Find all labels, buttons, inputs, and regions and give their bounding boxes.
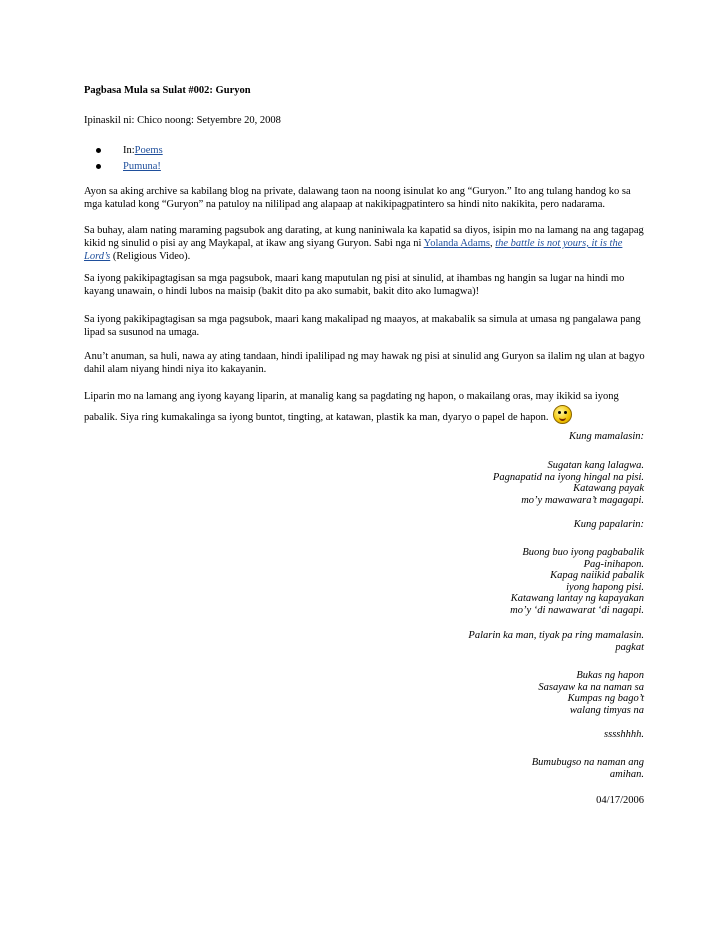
paragraph-2-text: Sa buhay, alam nating maraming pagsubok ang darating, at kung naniniwala ka kapatid sa diyos, isipin mo na lamang na ang tagapag kikid ng sinulid o pisi ay ang Maykapal, at ikaw ang siyang Guryon. Sabi nga ni bbox=[84, 225, 644, 249]
poem-line: sssshhhh. bbox=[604, 729, 644, 740]
comment-item bbox=[84, 158, 163, 174]
poem-stanza-8 bbox=[532, 757, 644, 780]
poem-line: Pagnapatid na iyong hingal na pisi. bbox=[492, 471, 644, 483]
poem-line: mo’y ‘di nawawarat ‘di nagapi. bbox=[510, 604, 644, 616]
poem-line: Katawang lantay ng kapayakan bbox=[510, 593, 644, 604]
paragraph-5: Anu’t anuman, sa huli, nawa ay ating tandaan, hindi ipalilipad ng may hawak ng pisi at sinulid ang Guryon sa ilalim ng ulan at bagyo dahil alam niyang hindi niya ito kakayanin. bbox=[84, 351, 645, 375]
poem-line: Bumubugso na naman ang bbox=[531, 757, 644, 768]
poem-stanza-1 bbox=[569, 431, 644, 443]
paragraph-1: Ayon sa aking archive sa kabilang blog na private, dalawang taon na noong isinulat ko ang “Guryon.” Ito ang tulang handog ko sa mga katulad kong “Guryon” na patuloy na nililipad ang alapaap at nakikipagpatintero sa hindi nito nakikita, pero nadarama. bbox=[84, 186, 631, 210]
quote-link[interactable]: the battle is not yours, it is the Lord’s bbox=[84, 238, 623, 262]
poem-stanza-4 bbox=[510, 547, 644, 616]
post-title: Pagbasa Mula sa Sulat #002: Guryon bbox=[84, 85, 251, 96]
poem-stanza-5 bbox=[468, 630, 644, 653]
poem-line: walang timyas na bbox=[569, 704, 644, 716]
poem-line: Pag-inihapon. bbox=[583, 558, 644, 570]
post-meta: Ipinaskil ni: Chico noong: Setyembre 20, 2008 bbox=[84, 115, 281, 126]
comment-link[interactable]: Pumuna! bbox=[123, 160, 161, 172]
category-label: In: bbox=[123, 144, 135, 156]
poem-line: Sugatan kang lalagwa. bbox=[547, 460, 644, 471]
bullet-icon bbox=[96, 148, 101, 153]
paragraph-2-tail: (Religious Video). bbox=[110, 251, 191, 262]
poem-line: pagkat bbox=[615, 641, 644, 653]
paragraph-6-text: Liparin mo na lamang ang iyong kayang liparin, at manalig kang sa pagdating ng hapon, o makailang oras, may ikikid sa iyong pabalik. Siya ring kumakalinga sa iyong buntot, tingting, at katawan, plastik ka man, dyaryo o papel de hapon. bbox=[84, 391, 619, 423]
poem-line: iyong hapong pisi. bbox=[566, 581, 644, 593]
poem-line: mo’y mawawara’t magagapi. bbox=[521, 494, 644, 506]
poem-line: amihan. bbox=[609, 768, 644, 780]
poem-stanza-6 bbox=[538, 670, 644, 716]
poem-line: Bukas ng hapon bbox=[576, 670, 644, 681]
poem-date: 04/17/2006 bbox=[596, 795, 644, 806]
post-links bbox=[84, 142, 163, 174]
paragraph-6 bbox=[84, 389, 649, 426]
poem-line: Kung papalarin: bbox=[573, 519, 644, 530]
poem-line: Kapag naiikid pabalik bbox=[550, 570, 644, 581]
yolanda-adams-link[interactable]: Yolanda Adams bbox=[423, 238, 490, 249]
poem-line: Sasayaw ka na naman sa bbox=[538, 681, 644, 693]
separator-text: , bbox=[489, 238, 496, 249]
poem-stanza-2 bbox=[493, 460, 644, 506]
bullet-icon bbox=[96, 164, 101, 169]
poem-line: Kung mamalasin: bbox=[569, 431, 644, 442]
poem-line: Palarin ka man, tiyak pa ring mamalasin. bbox=[468, 630, 644, 641]
paragraph-2 bbox=[84, 224, 649, 263]
smiley-tongue-icon bbox=[553, 405, 572, 424]
category-item bbox=[84, 142, 163, 158]
poem-stanza-3 bbox=[574, 519, 644, 531]
paragraph-3: Sa iyong pakikipagtagisan sa mga pagsubok, maari kang maputulan ng pisi at sinulid, at ihambas ng hangin sa lugar na hindi mo kayang unawain, o hindi lubos na maisip (bakit dito pa ako sumabit, bakit dito ako lumagwa)! bbox=[84, 273, 625, 297]
poem-line: Katawang payak bbox=[573, 483, 644, 494]
poem-line: Buong buo iyong pagbabalik bbox=[522, 547, 644, 558]
paragraph-4: Sa iyong pakikipagtagisan sa mga pagsubok, maari kang makalipad ng maayos, at makabalik sa simula at umasa ng pangalawa pang lipad sa susunod na umaga. bbox=[84, 314, 641, 338]
category-link[interactable]: Poems bbox=[134, 144, 163, 156]
poem-stanza-7 bbox=[604, 729, 644, 741]
poem-line: Kumpas ng bago’t bbox=[567, 693, 644, 704]
